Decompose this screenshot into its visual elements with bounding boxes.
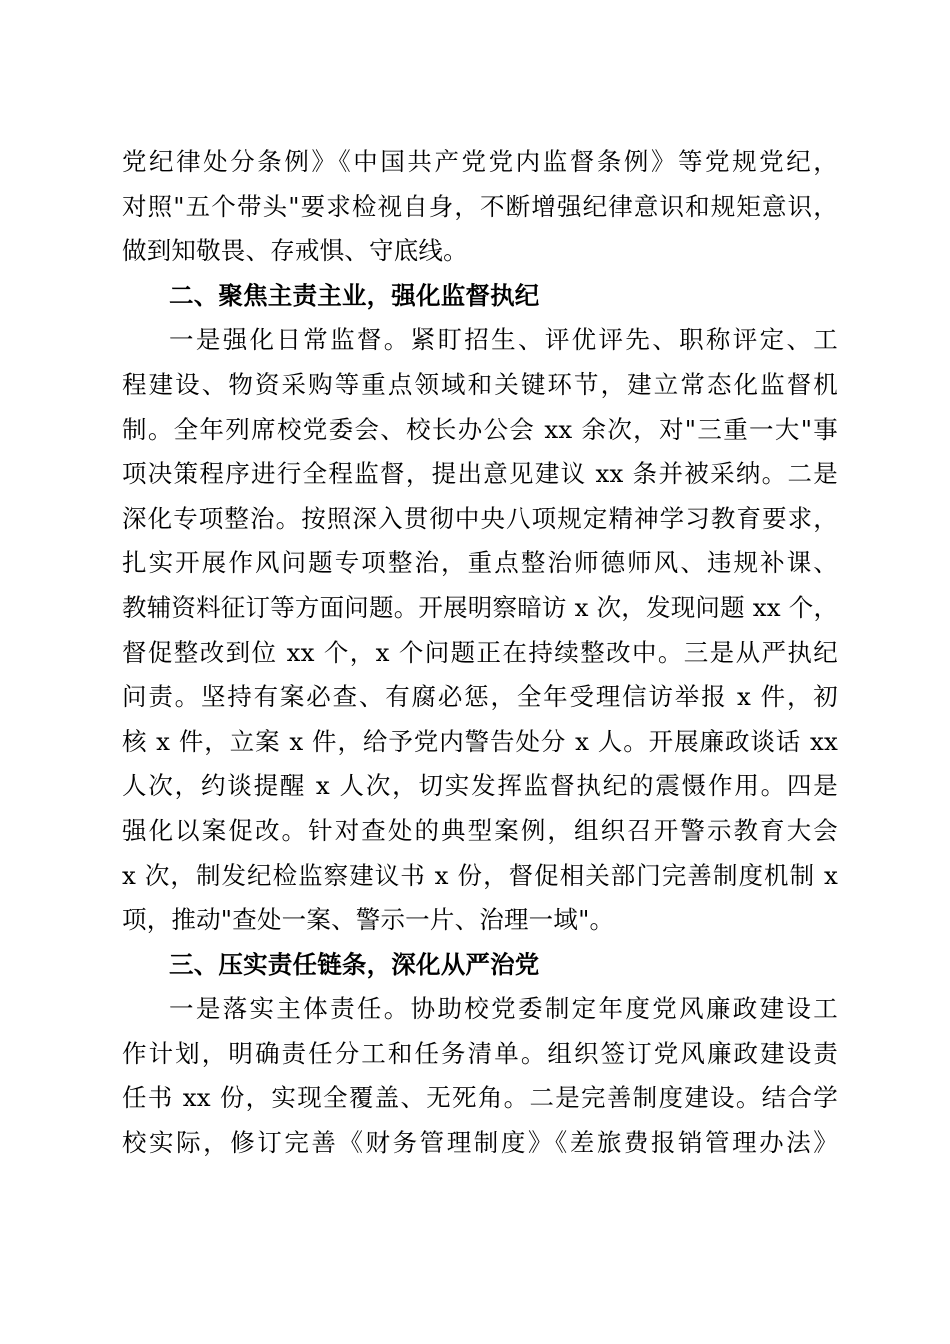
text-line: 强化以案促改。针对查处的典型案例，组织召开警示教育大会 [122, 815, 838, 845]
text-line: 人次，约谈提醒 x 人次，切实发挥监督执纪的震慑作用。四是 [122, 771, 838, 801]
text-line: 任书 xx 份，实现全覆盖、无死角。二是完善制度建设。结合学 [122, 1083, 838, 1113]
text-line: 党纪律处分条例》《中国共产党党内监督条例》等党规党纪， [122, 147, 838, 176]
text-line: 核 x 件，立案 x 件，给予党内警告处分 x 人。开展廉政谈话 xx [122, 726, 838, 756]
text-line: 一是落实主体责任。协助校党委制定年度党风廉政建设工 [169, 994, 838, 1024]
document-body [122, 140, 838, 1166]
text-line: 一是强化日常监督。紧盯招生、评优评先、职称评定、工 [169, 325, 838, 355]
section-heading: 二、聚焦主责主业，强化监督执纪 [169, 280, 540, 310]
text-line: 深化专项整治。按照深入贯彻中央八项规定精神学习教育要求， [122, 503, 838, 533]
text-line: 程建设、物资采购等重点领域和关键环节，建立常态化监督机 [122, 369, 838, 399]
text-line: 项，推动"查处一案、警示一片、治理一域"。 [122, 905, 615, 935]
text-line: 教辅资料征订等方面问题。开展明察暗访 x 次，发现问题 xx 个， [122, 592, 839, 622]
text-line: 制。全年列席校党委会、校长办公会 xx 余次，对"三重一大"事 [122, 414, 838, 444]
text-line: 问责。坚持有案必查、有腐必惩，全年受理信访举报 x 件，初 [122, 682, 838, 712]
section-heading: 三、压实责任链条，深化从严治党 [169, 949, 540, 979]
text-line: 对照"五个带头"要求检视自身，不断增强纪律意识和规矩意识， [122, 191, 838, 221]
text-line: 做到知敬畏、存戒惧、守底线。 [122, 236, 468, 266]
text-line: 作计划，明确责任分工和任务清单。组织签订党风廉政建设责 [122, 1038, 838, 1068]
text-line: x 次，制发纪检监察建议书 x 份，督促相关部门完善制度机制 x [122, 860, 839, 890]
text-line: 校实际，修订完善《财务管理制度》《差旅费报销管理办法》 [122, 1128, 838, 1158]
text-line: 项决策程序进行全程监督，提出意见建议 xx 条并被采纳。二是 [122, 459, 838, 489]
text-line: 扎实开展作风问题专项整治，重点整治师德师风、违规补课、 [122, 548, 838, 578]
text-line: 督促整改到位 xx 个，x 个问题正在持续整改中。三是从严执纪 [122, 637, 838, 667]
